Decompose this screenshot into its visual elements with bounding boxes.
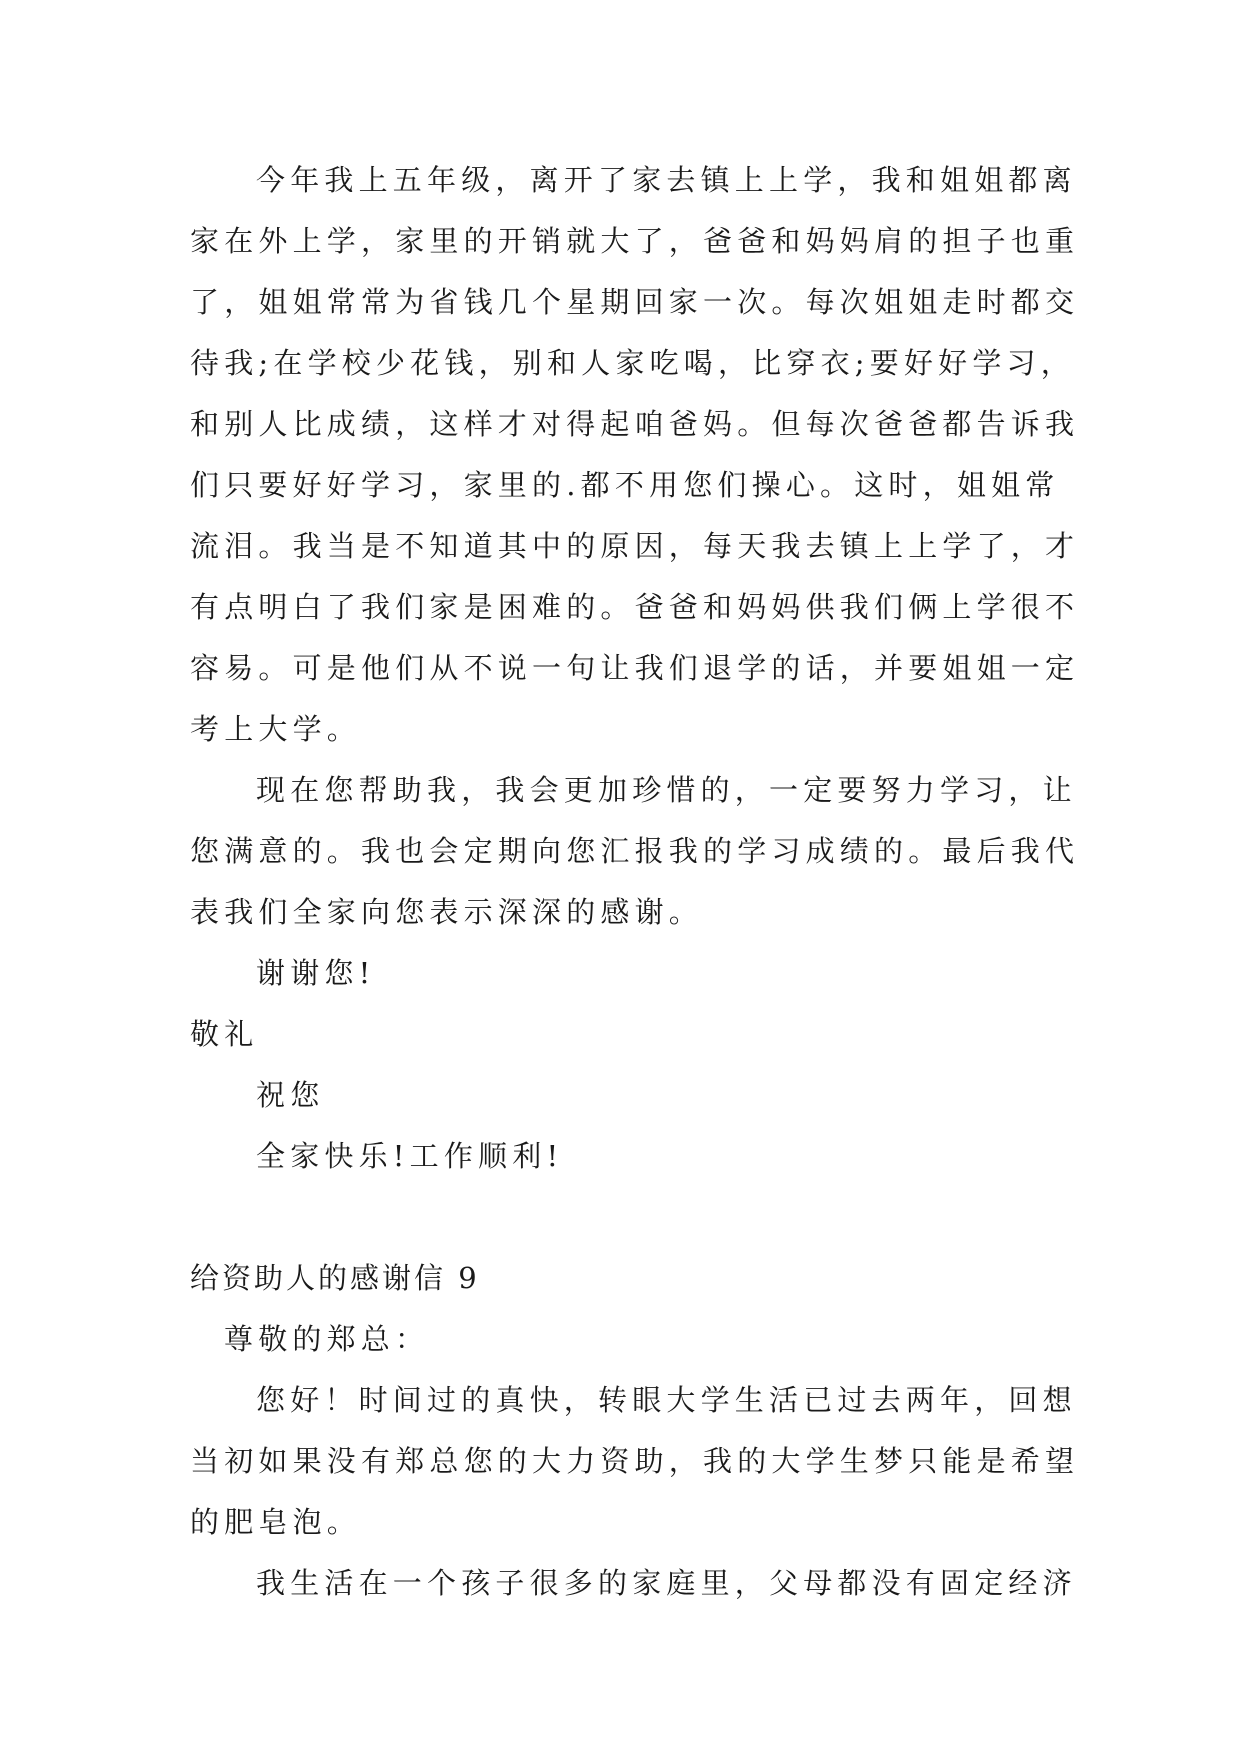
section-gap	[190, 1187, 1055, 1248]
text-line: 我生活在一个孩子很多的家庭里，父母都没有固定经济	[256, 1566, 1077, 1600]
greeting-line: 尊敬的郑总：	[224, 1322, 430, 1356]
text-line: 的肥皂泡。	[190, 1505, 362, 1539]
text-line: 您满意的。我也会定期向您汇报我的学习成绩的。最后我代	[190, 834, 1080, 868]
text-line: 和别人比成绩，这样才对得起咱爸妈。但每次爸爸都告诉我	[190, 407, 1080, 441]
salute-line: 敬礼	[190, 1017, 259, 1051]
section-title: 给资助人的感谢信 9	[190, 1261, 480, 1295]
text-line: 今年我上五年级，离开了家去镇上上学，我和姐姐都离	[256, 163, 1077, 197]
text-line: 了，姐姐常常为省钱几个星期回家一次。每次姐姐走时都交	[190, 285, 1080, 319]
paragraph-gratitude	[190, 760, 1080, 943]
text-line: 有点明白了我们家是困难的。爸爸和妈妈供我们俩上学很不	[190, 590, 1080, 624]
thanks-line: 谢谢您!	[256, 956, 376, 990]
text-line: 流泪。我当是不知道其中的原因，每天我去镇上上学了，才	[190, 529, 1080, 563]
text-line: 您好！时间过的真快，转眼大学生活已过去两年，回想	[256, 1383, 1077, 1417]
text-line: 表我们全家向您表示深深的感谢。	[190, 895, 704, 929]
text-line: 容易。可是他们从不说一句让我们退学的话，并要姐姐一定	[190, 651, 1080, 685]
wish-line: 祝您	[256, 1078, 325, 1112]
paragraph-family-hardship	[190, 150, 1080, 760]
paragraph-family-background	[190, 1553, 1077, 1614]
text-line: 待我;在学校少花钱，别和人家吃喝，比穿衣;要好好学习，	[190, 346, 1075, 380]
text-line: 当初如果没有郑总您的大力资助，我的大学生梦只能是希望	[190, 1444, 1080, 1478]
wish-content-line: 全家快乐!工作顺利!	[256, 1139, 564, 1173]
text-line: 们只要好好学习，家里的.都不用您们操心。这时，姐姐常	[190, 468, 1060, 502]
document-page	[190, 150, 1080, 1614]
text-line: 现在您帮助我，我会更加珍惜的，一定要努力学习，让	[256, 773, 1077, 807]
paragraph-opening	[190, 1370, 1080, 1553]
text-line: 家在外上学，家里的开销就大了，爸爸和妈妈肩的担子也重	[190, 224, 1080, 258]
text-line: 考上大学。	[190, 712, 362, 746]
